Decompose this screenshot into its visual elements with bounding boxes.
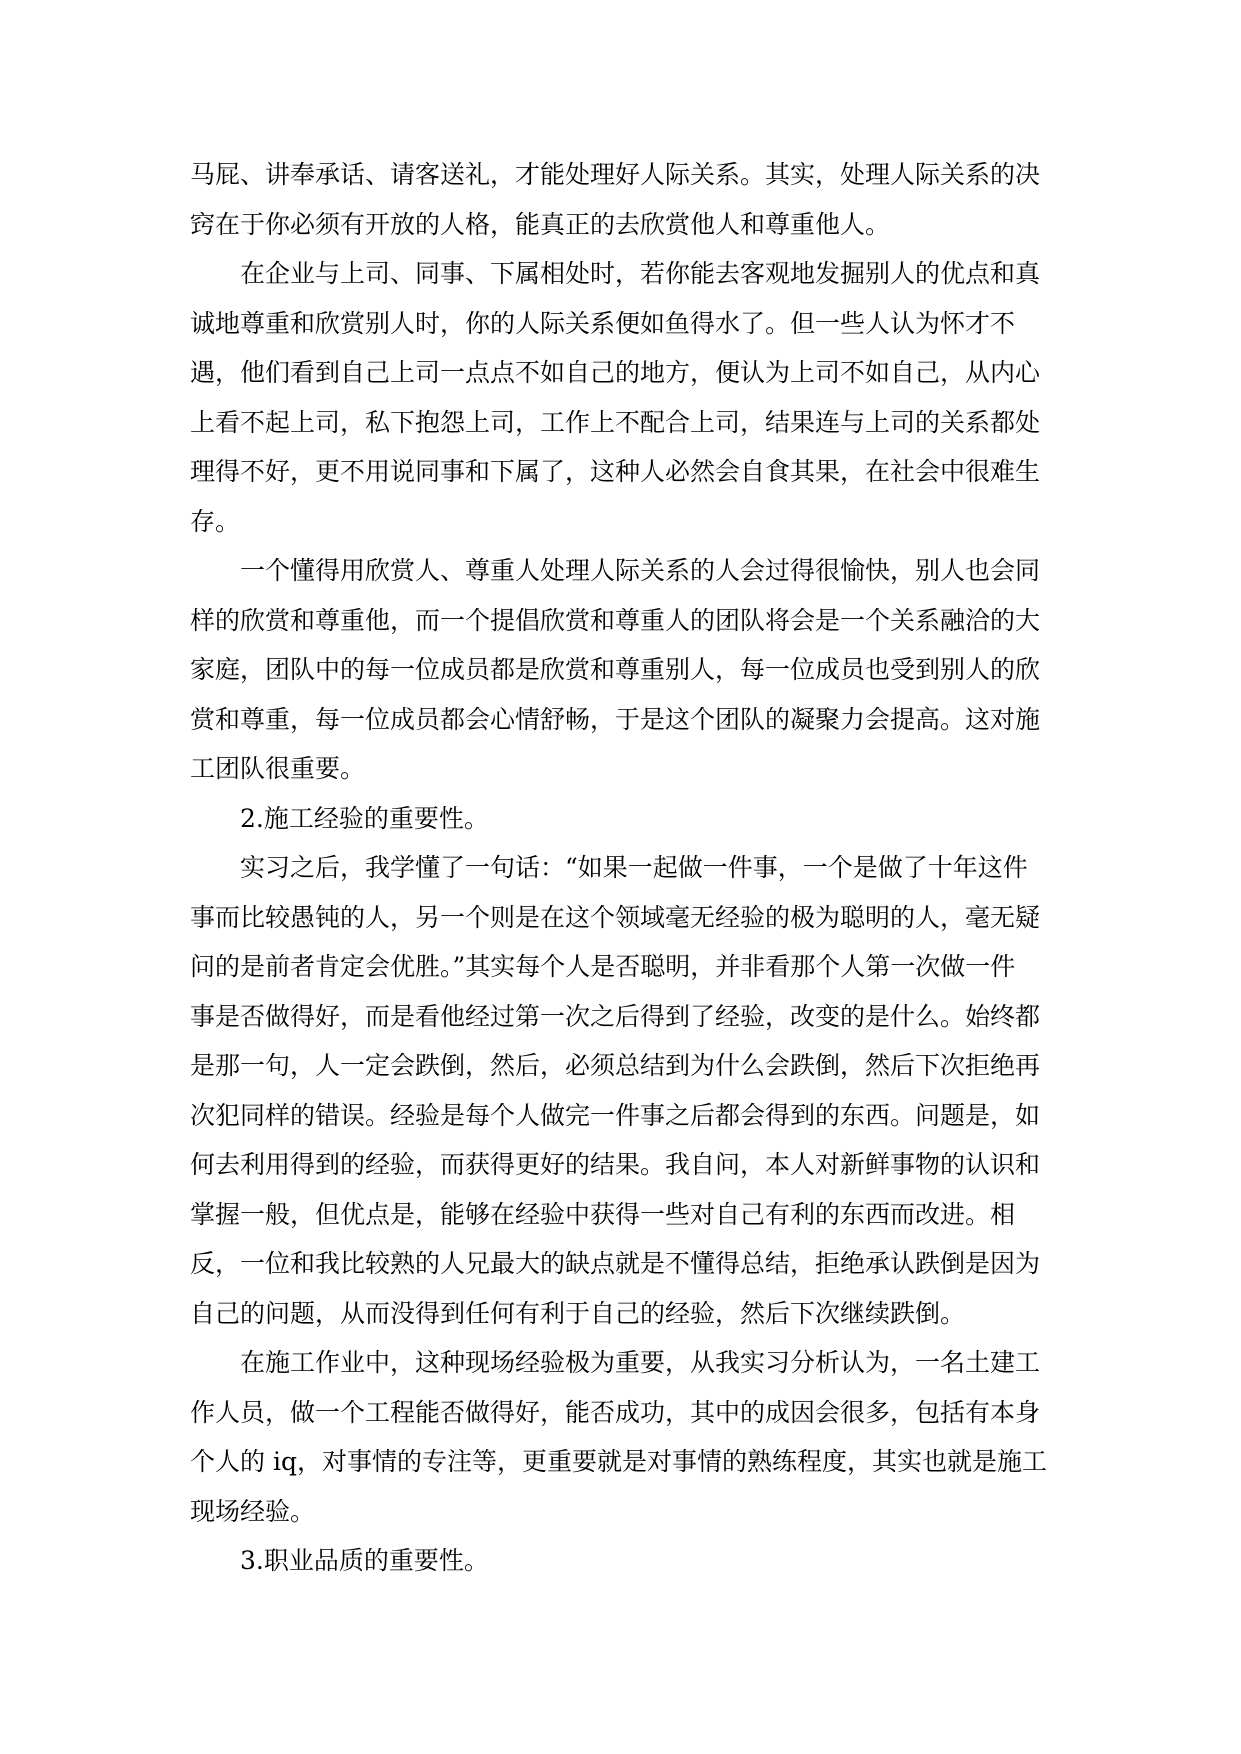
text-line: 赏和尊重，每一位成员都会心情舒畅，于是这个团队的凝聚力会提高。这对施 [190, 704, 1041, 734]
text-line: 个人的 iq，对事情的专注等，更重要就是对事情的熟练程度，其实也就是施工 [190, 1447, 1047, 1476]
text-line: 工团队很重要。 [190, 754, 366, 783]
text-line: 自己的问题，从而没得到任何有利于自己的经验，然后下次继续跌倒。 [190, 1298, 966, 1328]
text-line: 在施工作业中，这种现场经验极为重要，从我实习分析认为，一名土建工 [240, 1348, 1041, 1377]
text-line: 一个懂得用欣赏人、尊重人处理人际关系的人会过得很愉快，别人也会同 [240, 556, 1041, 585]
text-line: 样的欣赏和尊重他，而一个提倡欣赏和尊重人的团队将会是一个关系融洽的大 [190, 605, 1041, 635]
section-heading: 2.施工经验的重要性。 [240, 803, 489, 833]
text-line: 作人员，做一个工程能否做得好，能否成功，其中的成因会很多，包括有本身 [190, 1397, 1041, 1427]
text-line: 马屁、讲奉承话、请客送礼，才能处理好人际关系。其实，处理人际关系的决 [190, 160, 1041, 189]
text-line: 事是否做得好，而是看他经过第一次之后得到了经验，改变的是什么。始终都 [190, 1001, 1041, 1031]
text-line: 窍在于你必须有开放的人格，能真正的去欣赏他人和尊重他人。 [190, 209, 891, 239]
text-line: 事而比较愚钝的人，另一个则是在这个领域毫无经验的极为聪明的人，毫无疑 [190, 902, 1041, 932]
text-line: 存。 [190, 506, 241, 536]
section-heading: 3.职业品质的重要性。 [240, 1546, 489, 1575]
text-line: 次犯同样的错误。经验是每个人做完一件事之后都会得到的东西。问题是，如 [190, 1100, 1041, 1130]
text-line: 上看不起上司，私下抱怨上司，工作上不配合上司，结果连与上司的关系都处 [190, 407, 1041, 437]
text-line: 何去利用得到的经验，而获得更好的结果。我自问，本人对新鲜事物的认识和 [190, 1150, 1041, 1179]
text-line: 家庭，团队中的每一位成员都是欣赏和尊重别人，每一位成员也受到别人的欣 [190, 655, 1041, 684]
paragraph [190, 1338, 1050, 1536]
text-line: 遇，他们看到自己上司一点点不如自己的地方，便认为上司不如自己，从内心 [190, 358, 1041, 387]
text-line: 在企业与上司、同事、下属相处时，若你能去客观地发掘别人的优点和真 [240, 259, 1041, 288]
text-line: 现场经验。 [190, 1496, 316, 1526]
paragraph [190, 843, 1050, 1338]
text-line: 问的是前者肯定会优胜。”其实每个人是否聪明，并非看那个人第一次做一件 [190, 952, 1016, 981]
document-page [190, 150, 1050, 1586]
paragraph [190, 546, 1050, 794]
paragraph [190, 249, 1050, 546]
text-line: 反，一位和我比较熟的人兄最大的缺点就是不懂得总结，拒绝承认跌倒是因为 [190, 1249, 1041, 1278]
paragraph [190, 150, 1050, 249]
text-line: 理得不好，更不用说同事和下属了，这种人必然会自食其果，在社会中很难生 [190, 457, 1041, 486]
text-line: 诚地尊重和欣赏别人时，你的人际关系便如鱼得水了。但一些人认为怀才不 [190, 308, 1016, 338]
text-line: 是那一句，人一定会跌倒，然后，必须总结到为什么会跌倒，然后下次拒绝再 [190, 1051, 1041, 1080]
section-professional-quality [190, 1536, 1050, 1586]
text-line: 掌握一般，但优点是，能够在经验中获得一些对自己有利的东西而改进。相 [190, 1199, 1016, 1229]
text-line: 实习之后，我学懂了一句话：“如果一起做一件事，一个是做了十年这件 [240, 853, 1028, 882]
section-experience [190, 794, 1050, 1537]
